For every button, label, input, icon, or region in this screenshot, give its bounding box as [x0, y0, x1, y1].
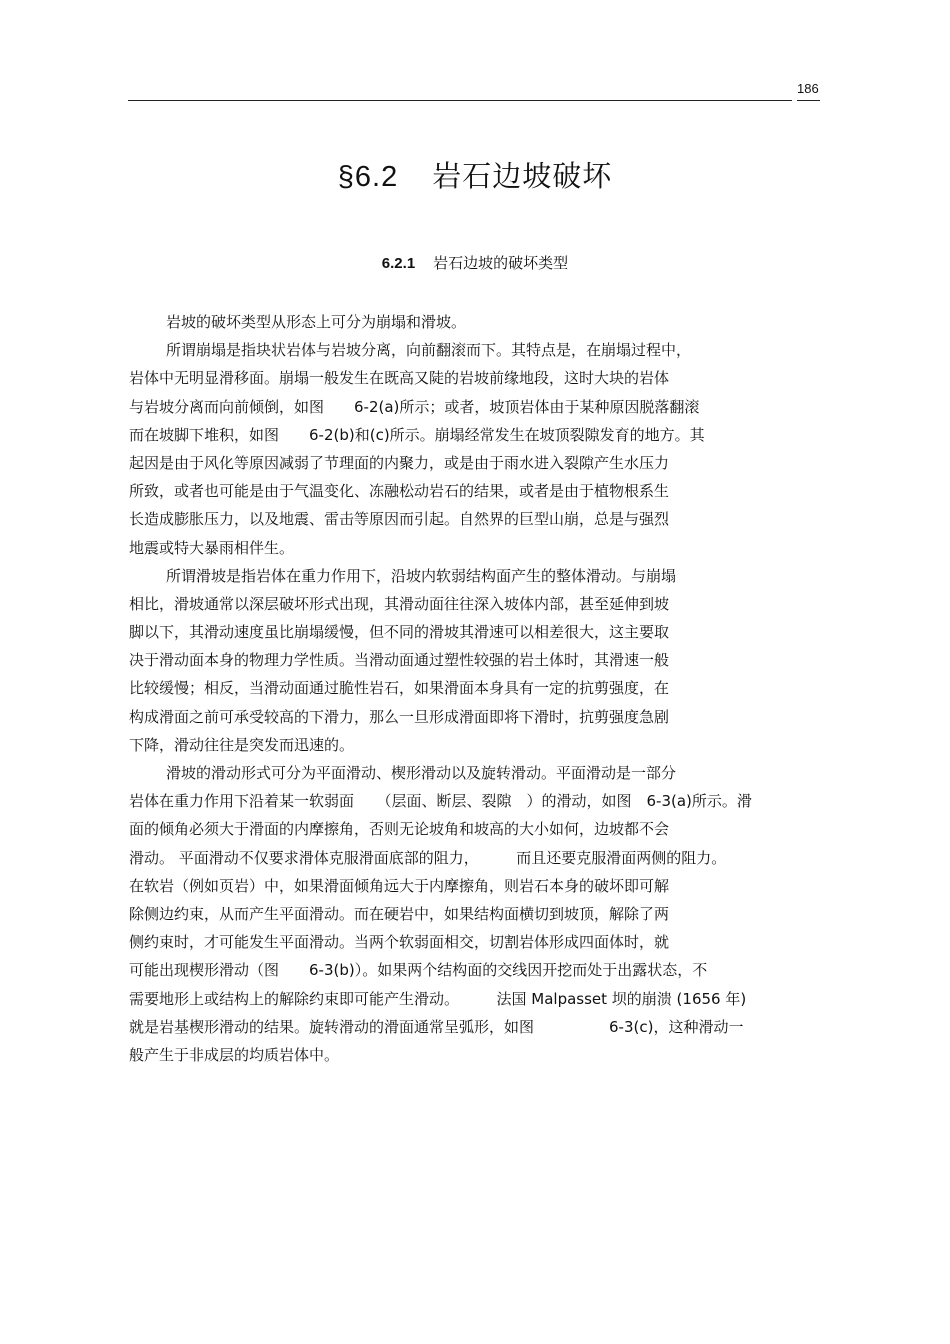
paragraph-line: 脚以下，其滑动速度虽比崩塌缓慢，但不同的滑坡其滑速可以相差很大，这主要取 — [129, 623, 670, 642]
paragraph-line: 所谓崩塌是指块状岩体与岩坡分离，向前翻滚而下。其特点是，在崩塌过程中， — [166, 341, 692, 360]
paragraph-line: 可能出现楔形滑动（图 6-3(b)）。如果两个结构面的交线因开挖而处于出露状态，不 — [129, 961, 708, 980]
paragraph-line: 比较缓慢；相反，当滑动面通过脆性岩石，如果滑面本身具有一定的抗剪强度，在 — [129, 679, 670, 698]
paragraph-line: 岩体在重力作用下沿着某一软弱面 （层面、断层、裂隙 ）的滑动，如图 6-3(a)所示。滑 — [129, 792, 752, 811]
paragraph-line: 所谓滑坡是指岩体在重力作用下，沿坡内软弱结构面产生的整体滑动。与崩塌 — [166, 566, 677, 585]
paragraph-line: 而在坡脚下堆积，如图 6-2(b)和(c)所示。崩塌经常发生在坡顶裂隙发育的地方。其 — [129, 425, 705, 444]
paragraph-line: 决于滑动面本身的物理力学性质。当滑动面通过塑性较强的岩土体时，其滑速一般 — [129, 651, 670, 670]
paragraph-line: 就是岩基楔形滑动的结果。旋转滑动的滑面通常呈弧形，如图 6-3(c)，这种滑动一 — [129, 1017, 744, 1036]
paragraph-line: 岩体中无明显滑移面。崩塌一般发生在既高又陡的岩坡前缘地段，这时大块的岩体 — [129, 369, 670, 388]
paragraph-line: 起因是由于风化等原因减弱了节理面的内聚力，或是由于雨水进入裂隙产生水压力 — [129, 453, 670, 472]
paragraph-line: 所致，或者也可能是由于气温变化、冻融松动岩石的结果，或者是由于植物根系生 — [129, 482, 670, 501]
paragraph-line: 面的倾角必须大于滑面的内摩擦角，否则无论坡角和坡高的大小如何，边坡都不会 — [129, 820, 670, 839]
section-title: 岩石边坡破坏 — [432, 159, 613, 193]
paragraph-line: 岩坡的破坏类型从形态上可分为崩塌和滑坡。 — [166, 313, 467, 331]
paragraph-line: 侧约束时，才可能发生平面滑动。当两个软弱面相交，切割岩体形成四面体时，就 — [129, 933, 670, 952]
paragraph-line: 下降，滑动往往是突发而迅速的。 — [129, 735, 355, 754]
paragraph-line: 需要地形上或结构上的解除约束即可能产生滑动。 法国 Malpasset 坝的崩溃 (1656 年) — [129, 989, 747, 1008]
paragraph-line: 相比，滑坡通常以深层破坏形式出现，其滑动面往往深入坡体内部，甚至延伸到坡 — [129, 594, 670, 613]
page-number: 186 — [797, 81, 819, 96]
header-rule-page-number — [797, 100, 820, 101]
paragraph-line: 在软岩（例如页岩）中，如果滑面倾角远大于内摩擦角，则岩石本身的破坏即可解 — [129, 876, 670, 895]
subsection-number: 6.2.1 — [381, 255, 416, 272]
paragraph-line: 与岩坡分离而向前倾倒，如图 6-2(a)所示；或者，坡顶岩体由于某种原因脱落翻滚 — [129, 397, 700, 416]
paragraph-line: 除侧边约束，从而产生平面滑动。而在硬岩中，如果结构面横切到坡顶，解除了两 — [129, 904, 670, 923]
subsection-title: 岩石边坡的破坏类型 — [433, 254, 569, 272]
section-number: §6.2 — [337, 161, 399, 193]
body-text — [129, 308, 821, 1069]
paragraph-line: 般产生于非成层的均质岩体中。 — [129, 1045, 340, 1064]
paragraph-line: 地震或特大暴雨相伴生。 — [129, 538, 295, 557]
header-rule — [128, 100, 792, 101]
section-heading — [0, 154, 950, 195]
subsection-heading — [0, 252, 950, 273]
paragraph-line: 滑动。 平面滑动不仅要求滑体克服滑面底部的阻力， 而且还要克服滑面两侧的阻力。 — [129, 848, 727, 867]
paragraph-line: 构成滑面之前可承受较高的下滑力，那么一旦形成滑面即将下滑时，抗剪强度急剧 — [129, 707, 670, 726]
paragraph-line: 滑坡的滑动形式可分为平面滑动、楔形滑动以及旋转滑动。平面滑动是一部分 — [166, 764, 677, 782]
paragraph-line: 长造成膨胀压力，以及地震、雷击等原因而引起。自然界的巨型山崩，总是与强烈 — [129, 510, 670, 529]
